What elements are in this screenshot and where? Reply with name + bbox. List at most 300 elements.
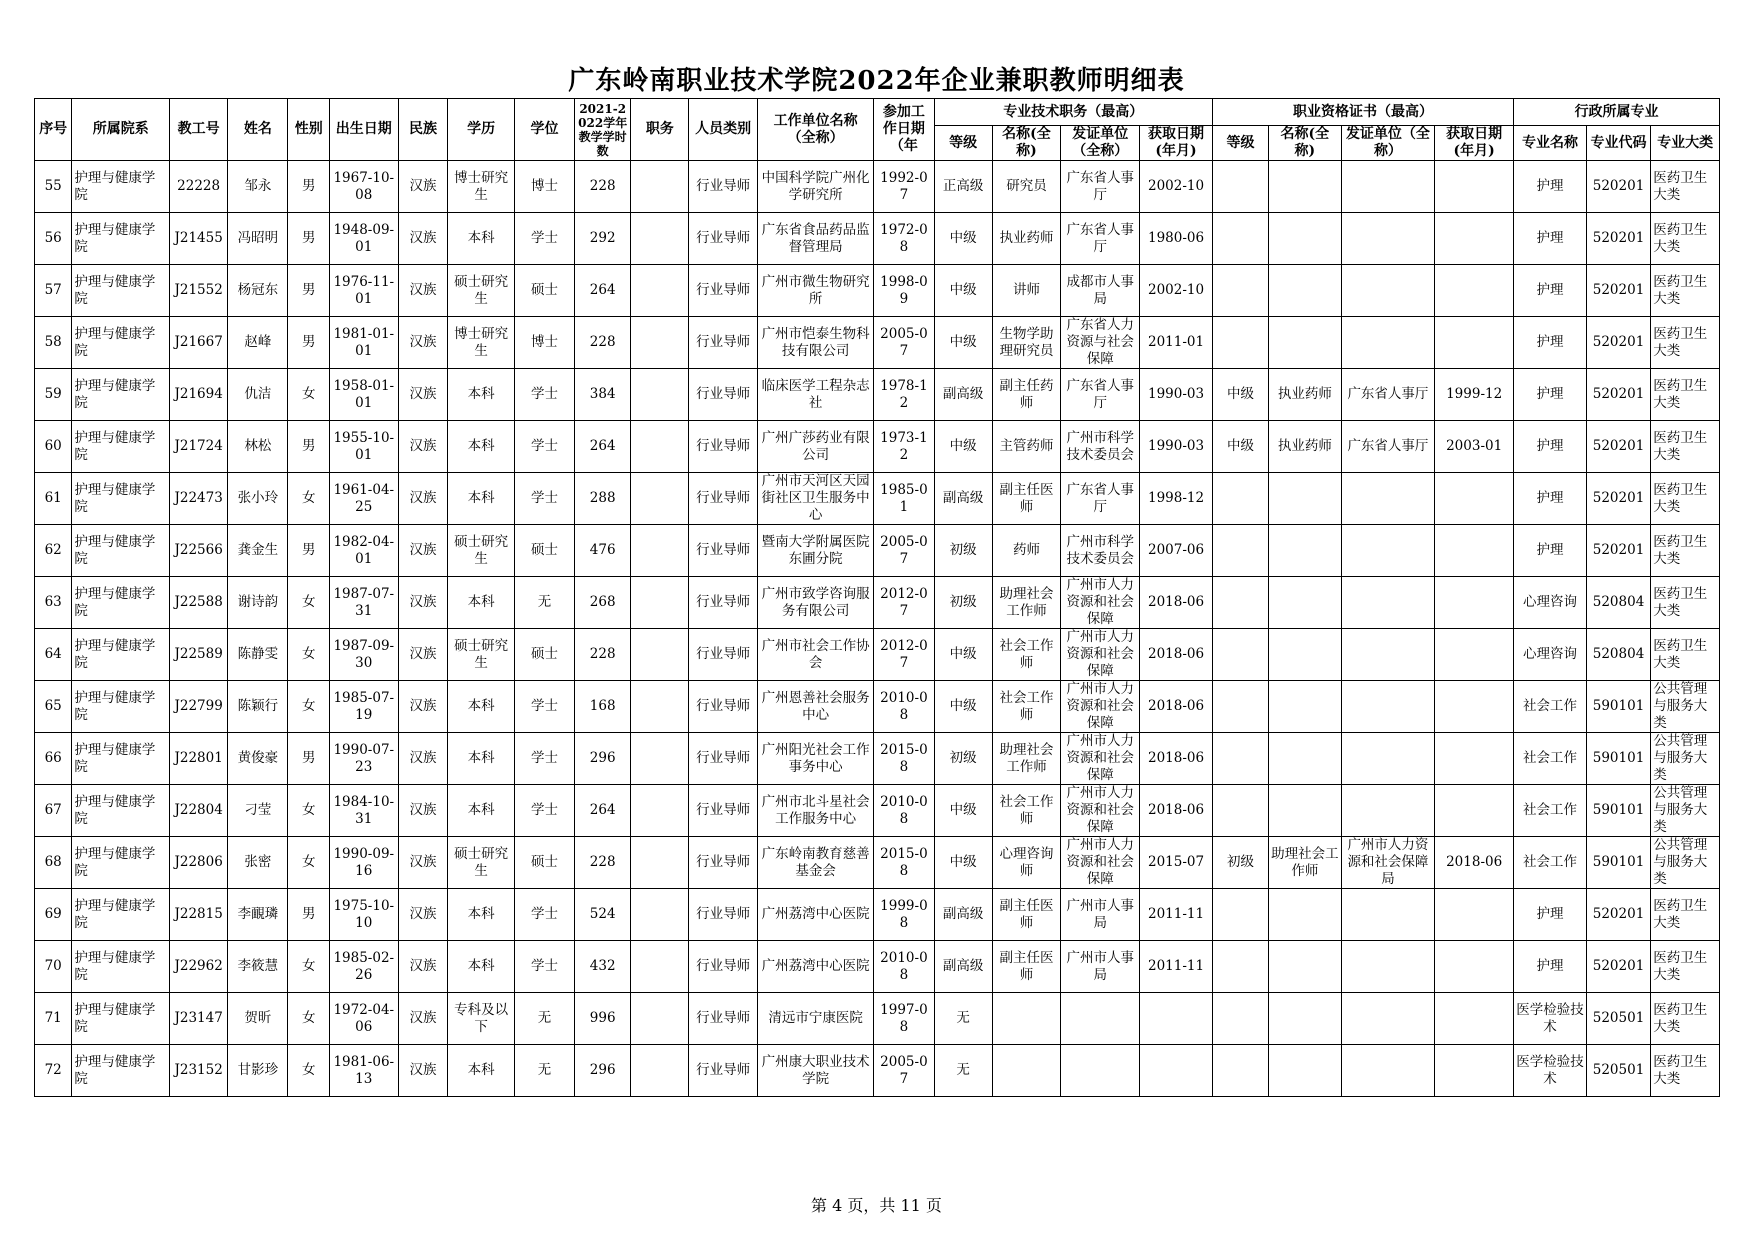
cell-title-date: 2018-06: [1140, 733, 1213, 785]
cell-cert-date: [1435, 733, 1514, 785]
cell-birth: 1955-10-01: [330, 421, 399, 473]
cell-degree: 学士: [514, 733, 574, 785]
cell-major-code: 520501: [1586, 1045, 1650, 1097]
cell-dept: 护理与健康学院: [72, 733, 170, 785]
cell-staff-id: J21694: [170, 369, 228, 421]
cell-staff-id: J21455: [170, 213, 228, 265]
cell-name: 张小玲: [228, 473, 288, 525]
cell-degree: 无: [514, 577, 574, 629]
cell-gender: 女: [288, 369, 330, 421]
cell-dept: 护理与健康学院: [72, 681, 170, 733]
cell-hours: 228: [575, 161, 631, 213]
cell-staff-type: 行业导师: [689, 317, 758, 369]
cell-cert-level: [1212, 525, 1268, 577]
cell-education: 本科: [448, 1045, 514, 1097]
cell-hours: 296: [575, 733, 631, 785]
cell-title-name: 主管药师: [992, 421, 1061, 473]
cell-major-name: 社会工作: [1514, 681, 1587, 733]
cell-cert-level: [1212, 993, 1268, 1045]
cell-birth: 1967-10-08: [330, 161, 399, 213]
cell-title-name: 助理社会工作师: [992, 733, 1061, 785]
cell-major-cat: 医药卫生大类: [1651, 265, 1720, 317]
cell-cert-level: [1212, 161, 1268, 213]
cell-title-level: 初级: [934, 577, 992, 629]
cell-title-level: 副高级: [934, 941, 992, 993]
header-title-issuer: 发证单位（全称）: [1061, 126, 1140, 161]
table-row: [35, 161, 1720, 213]
cell-cert-level: [1212, 785, 1268, 837]
cell-cert-level: 中级: [1212, 421, 1268, 473]
cell-ethnicity: 汉族: [398, 785, 448, 837]
cell-gender: 男: [288, 317, 330, 369]
cell-cert-level: [1212, 577, 1268, 629]
cell-staff-id: J22804: [170, 785, 228, 837]
cell-title-name: 社会工作师: [992, 681, 1061, 733]
cell-title-level: 无: [934, 1045, 992, 1097]
cell-employer: 广州荔湾中心医院: [757, 889, 873, 941]
cell-seq: 62: [35, 525, 72, 577]
cell-major-cat: 公共管理与服务大类: [1651, 785, 1720, 837]
cell-duty: [631, 421, 689, 473]
cell-ethnicity: 汉族: [398, 213, 448, 265]
cell-duty: [631, 629, 689, 681]
cell-duty: [631, 681, 689, 733]
cell-title-date: 2018-06: [1140, 681, 1213, 733]
cell-title-issuer: 广州市人力资源和社会保障: [1061, 629, 1140, 681]
cell-employer: 广州市恺泰生物科技有限公司: [757, 317, 873, 369]
cell-seq: 64: [35, 629, 72, 681]
cell-employer: 广州市微生物研究所: [757, 265, 873, 317]
cell-duty: [631, 941, 689, 993]
cell-ethnicity: 汉族: [398, 941, 448, 993]
cell-title-name: 社会工作师: [992, 785, 1061, 837]
cell-title-name: 讲师: [992, 265, 1061, 317]
cell-ethnicity: 汉族: [398, 681, 448, 733]
cell-duty: [631, 473, 689, 525]
cell-employer: 中国科学院广州化学研究所: [757, 161, 873, 213]
cell-title-date: 2002-10: [1140, 161, 1213, 213]
cell-major-code: 520201: [1586, 265, 1650, 317]
cell-degree: 学士: [514, 681, 574, 733]
table-body: [35, 161, 1720, 1097]
cell-birth: 1976-11-01: [330, 265, 399, 317]
cell-cert-level: [1212, 317, 1268, 369]
cell-duty: [631, 213, 689, 265]
cell-cert-date: [1435, 213, 1514, 265]
cell-major-name: 护理: [1514, 889, 1587, 941]
cell-hours: 288: [575, 473, 631, 525]
cell-gender: 男: [288, 421, 330, 473]
cell-cert-level: [1212, 889, 1268, 941]
cell-major-cat: 医药卫生大类: [1651, 161, 1720, 213]
cell-hours: 264: [575, 421, 631, 473]
cell-major-code: 520804: [1586, 629, 1650, 681]
cell-employer: 广州恩善社会服务中心: [757, 681, 873, 733]
cell-staff-type: 行业导师: [689, 369, 758, 421]
cell-education: 博士研究生: [448, 161, 514, 213]
cell-cert-name: [1269, 161, 1342, 213]
header-duty: 职务: [631, 99, 689, 161]
cell-birth: 1981-01-01: [330, 317, 399, 369]
cell-title-level: 中级: [934, 213, 992, 265]
cell-cert-name: 执业药师: [1269, 421, 1342, 473]
cell-major-code: 520201: [1586, 369, 1650, 421]
cell-major-name: 社会工作: [1514, 785, 1587, 837]
cell-degree: 学士: [514, 213, 574, 265]
cell-major-cat: 医药卫生大类: [1651, 525, 1720, 577]
cell-duty: [631, 733, 689, 785]
cell-cert-date: 2018-06: [1435, 837, 1514, 889]
cell-birth: 1987-09-30: [330, 629, 399, 681]
cell-dept: 护理与健康学院: [72, 1045, 170, 1097]
cell-gender: 女: [288, 577, 330, 629]
cell-gender: 男: [288, 733, 330, 785]
cell-employer: 广州阳光社会工作事务中心: [757, 733, 873, 785]
cell-employer: 广州康大职业技术学院: [757, 1045, 873, 1097]
cell-major-code: 590101: [1586, 733, 1650, 785]
cell-title-date: 2011-11: [1140, 941, 1213, 993]
cell-major-name: 护理: [1514, 317, 1587, 369]
cell-cert-issuer: [1341, 681, 1434, 733]
header-seq: 序号: [35, 99, 72, 161]
cell-employer: 暨南大学附属医院东圃分院: [757, 525, 873, 577]
cell-title-date: 1980-06: [1140, 213, 1213, 265]
table-row: [35, 421, 1720, 473]
cell-seq: 61: [35, 473, 72, 525]
cell-hours: 268: [575, 577, 631, 629]
cell-major-code: 520804: [1586, 577, 1650, 629]
header-cert-name: 名称(全称): [1269, 126, 1342, 161]
table-row: [35, 1045, 1720, 1097]
header-major-group: 行政所属专业: [1514, 99, 1720, 126]
cell-hours: 384: [575, 369, 631, 421]
cell-cert-issuer: 广东省人事厅: [1341, 421, 1434, 473]
cell-education: 本科: [448, 213, 514, 265]
cell-hours: 264: [575, 265, 631, 317]
cell-staff-type: 行业导师: [689, 421, 758, 473]
cell-staff-id: J22806: [170, 837, 228, 889]
cell-hours: 476: [575, 525, 631, 577]
cell-work-start: 1978-12: [874, 369, 934, 421]
cell-major-name: 护理: [1514, 265, 1587, 317]
cell-title-issuer: 广州市科学技术委员会: [1061, 525, 1140, 577]
cell-title-issuer: 广州市人事局: [1061, 889, 1140, 941]
cell-gender: 男: [288, 213, 330, 265]
cell-dept: 护理与健康学院: [72, 941, 170, 993]
cell-major-cat: 医药卫生大类: [1651, 421, 1720, 473]
cell-ethnicity: 汉族: [398, 577, 448, 629]
header-major-name: 专业名称: [1514, 126, 1587, 161]
cell-education: 本科: [448, 421, 514, 473]
cell-major-name: 医学检验技术: [1514, 1045, 1587, 1097]
cell-name: 贺昕: [228, 993, 288, 1045]
cell-seq: 58: [35, 317, 72, 369]
cell-cert-name: [1269, 785, 1342, 837]
cell-employer: 广州广莎药业有限公司: [757, 421, 873, 473]
cell-cert-issuer: [1341, 525, 1434, 577]
cell-cert-issuer: [1341, 213, 1434, 265]
cell-staff-type: 行业导师: [689, 941, 758, 993]
cell-title-issuer: [1061, 993, 1140, 1045]
cell-degree: 硕士: [514, 837, 574, 889]
cell-name: 邹永: [228, 161, 288, 213]
cell-employer: 清远市宁康医院: [757, 993, 873, 1045]
cell-cert-level: 初级: [1212, 837, 1268, 889]
cell-hours: 432: [575, 941, 631, 993]
cell-major-code: 590101: [1586, 681, 1650, 733]
cell-dept: 护理与健康学院: [72, 213, 170, 265]
cell-major-name: 社会工作: [1514, 733, 1587, 785]
table-row: [35, 473, 1720, 525]
teacher-table: [34, 98, 1720, 1097]
cell-cert-date: 2003-01: [1435, 421, 1514, 473]
cell-gender: 女: [288, 473, 330, 525]
cell-ethnicity: 汉族: [398, 733, 448, 785]
cell-cert-level: [1212, 265, 1268, 317]
header-gender: 性别: [288, 99, 330, 161]
cell-major-cat: 公共管理与服务大类: [1651, 681, 1720, 733]
cell-staff-id: J23147: [170, 993, 228, 1045]
header-title-name: 名称(全称): [992, 126, 1061, 161]
cell-employer: 广东岭南教育慈善基金会: [757, 837, 873, 889]
cell-cert-level: [1212, 629, 1268, 681]
cell-education: 本科: [448, 577, 514, 629]
cell-major-code: 590101: [1586, 785, 1650, 837]
cell-cert-issuer: [1341, 993, 1434, 1045]
cell-education: 本科: [448, 889, 514, 941]
cell-work-start: 1992-07: [874, 161, 934, 213]
cell-major-name: 护理: [1514, 421, 1587, 473]
cell-title-date: 1990-03: [1140, 369, 1213, 421]
cell-birth: 1981-06-13: [330, 1045, 399, 1097]
cell-cert-date: [1435, 317, 1514, 369]
cell-staff-type: 行业导师: [689, 629, 758, 681]
cell-employer: 广州市天河区天园街社区卫生服务中心: [757, 473, 873, 525]
cell-cert-issuer: [1341, 577, 1434, 629]
cell-work-start: 2005-07: [874, 525, 934, 577]
table-row: [35, 785, 1720, 837]
cell-dept: 护理与健康学院: [72, 369, 170, 421]
cell-work-start: 1997-08: [874, 993, 934, 1045]
cell-gender: 男: [288, 161, 330, 213]
cell-staff-id: J21667: [170, 317, 228, 369]
table-row: [35, 317, 1720, 369]
cell-major-code: 590101: [1586, 837, 1650, 889]
cell-name: 陈颖行: [228, 681, 288, 733]
cell-name: 谢诗韵: [228, 577, 288, 629]
cell-title-level: 中级: [934, 681, 992, 733]
cell-cert-name: [1269, 681, 1342, 733]
cell-cert-name: 助理社会工作师: [1269, 837, 1342, 889]
cell-ethnicity: 汉族: [398, 369, 448, 421]
cell-ethnicity: 汉族: [398, 1045, 448, 1097]
cell-title-date: 2011-11: [1140, 889, 1213, 941]
cell-work-start: 2010-08: [874, 941, 934, 993]
cell-name: 龚金生: [228, 525, 288, 577]
cell-cert-issuer: [1341, 941, 1434, 993]
cell-title-name: [992, 1045, 1061, 1097]
cell-education: 本科: [448, 681, 514, 733]
cell-employer: 广州市北斗星社会工作服务中心: [757, 785, 873, 837]
cell-title-level: 中级: [934, 265, 992, 317]
cell-staff-id: J22815: [170, 889, 228, 941]
cell-cert-name: [1269, 629, 1342, 681]
cell-cert-date: [1435, 577, 1514, 629]
cell-cert-date: [1435, 525, 1514, 577]
cell-ethnicity: 汉族: [398, 161, 448, 213]
cell-major-name: 护理: [1514, 161, 1587, 213]
cell-gender: 女: [288, 837, 330, 889]
cell-major-code: 520201: [1586, 889, 1650, 941]
cell-duty: [631, 1045, 689, 1097]
header-title-group: 专业技术职务（最高）: [934, 99, 1212, 126]
cell-major-name: 护理: [1514, 525, 1587, 577]
cell-major-name: 护理: [1514, 369, 1587, 421]
cell-education: 硕士研究生: [448, 265, 514, 317]
cell-title-name: 助理社会工作师: [992, 577, 1061, 629]
cell-major-name: 社会工作: [1514, 837, 1587, 889]
table-row: [35, 681, 1720, 733]
table-row: [35, 577, 1720, 629]
cell-duty: [631, 785, 689, 837]
cell-duty: [631, 161, 689, 213]
cell-staff-id: J22588: [170, 577, 228, 629]
header-dept: 所属院系: [72, 99, 170, 161]
cell-birth: 1972-04-06: [330, 993, 399, 1045]
cell-staff-id: J22799: [170, 681, 228, 733]
cell-degree: 学士: [514, 785, 574, 837]
cell-work-start: 2010-08: [874, 785, 934, 837]
cell-education: 本科: [448, 369, 514, 421]
cell-title-name: 副主任医师: [992, 473, 1061, 525]
cell-title-date: [1140, 1045, 1213, 1097]
cell-education: 本科: [448, 733, 514, 785]
cell-cert-level: [1212, 681, 1268, 733]
cell-education: 硕士研究生: [448, 525, 514, 577]
cell-seq: 59: [35, 369, 72, 421]
cell-title-name: 副主任医师: [992, 889, 1061, 941]
cell-title-issuer: 广州市科学技术委员会: [1061, 421, 1140, 473]
cell-title-level: 中级: [934, 629, 992, 681]
cell-title-level: 中级: [934, 837, 992, 889]
cell-cert-name: [1269, 1045, 1342, 1097]
cell-education: 专科及以下: [448, 993, 514, 1045]
cell-major-code: 520201: [1586, 213, 1650, 265]
cell-name: 李靦璘: [228, 889, 288, 941]
cell-staff-id: J23152: [170, 1045, 228, 1097]
cell-employer: 临床医学工程杂志社: [757, 369, 873, 421]
cell-birth: 1948-09-01: [330, 213, 399, 265]
cell-seq: 63: [35, 577, 72, 629]
cell-title-date: 1998-12: [1140, 473, 1213, 525]
cell-cert-name: [1269, 317, 1342, 369]
cell-title-date: 2002-10: [1140, 265, 1213, 317]
cell-title-issuer: 广州市人力资源和社会保障: [1061, 681, 1140, 733]
header-staff-id: 教工号: [170, 99, 228, 161]
cell-degree: 硕士: [514, 525, 574, 577]
cell-major-cat: 医药卫生大类: [1651, 941, 1720, 993]
table-row: [35, 993, 1720, 1045]
header-birth: 出生日期: [330, 99, 399, 161]
cell-hours: 524: [575, 889, 631, 941]
cell-duty: [631, 265, 689, 317]
cell-ethnicity: 汉族: [398, 837, 448, 889]
cell-gender: 男: [288, 889, 330, 941]
cell-title-issuer: [1061, 1045, 1140, 1097]
header-staff-type: 人员类别: [689, 99, 758, 161]
cell-title-level: 中级: [934, 785, 992, 837]
cell-title-issuer: 广州市人力资源和社会保障: [1061, 733, 1140, 785]
cell-name: 冯昭明: [228, 213, 288, 265]
cell-birth: 1982-04-01: [330, 525, 399, 577]
cell-major-code: 520201: [1586, 473, 1650, 525]
cell-name: 张密: [228, 837, 288, 889]
cell-staff-id: J22566: [170, 525, 228, 577]
cell-name: 仇洁: [228, 369, 288, 421]
cell-degree: 硕士: [514, 265, 574, 317]
cell-staff-id: J22962: [170, 941, 228, 993]
cell-staff-type: 行业导师: [689, 577, 758, 629]
cell-major-cat: 医药卫生大类: [1651, 993, 1720, 1045]
cell-work-start: 2012-07: [874, 577, 934, 629]
cell-seq: 69: [35, 889, 72, 941]
cell-duty: [631, 577, 689, 629]
cell-major-cat: 医药卫生大类: [1651, 473, 1720, 525]
cell-dept: 护理与健康学院: [72, 629, 170, 681]
cell-title-issuer: 广州市人事局: [1061, 941, 1140, 993]
cell-degree: 博士: [514, 161, 574, 213]
cell-duty: [631, 525, 689, 577]
cell-degree: 学士: [514, 889, 574, 941]
header-cert-date: 获取日期(年月): [1435, 126, 1514, 161]
cell-cert-issuer: [1341, 629, 1434, 681]
cell-cert-name: [1269, 213, 1342, 265]
table-row: [35, 889, 1720, 941]
header-cert-issuer: 发证单位（全称）: [1341, 126, 1434, 161]
cell-major-cat: 医药卫生大类: [1651, 213, 1720, 265]
cell-dept: 护理与健康学院: [72, 525, 170, 577]
header-work-start: 参加工作日期（年: [874, 99, 934, 161]
cell-cert-name: [1269, 889, 1342, 941]
cell-degree: 学士: [514, 369, 574, 421]
cell-staff-type: 行业导师: [689, 1045, 758, 1097]
cell-staff-id: J21724: [170, 421, 228, 473]
cell-name: 林松: [228, 421, 288, 473]
cell-ethnicity: 汉族: [398, 889, 448, 941]
cell-dept: 护理与健康学院: [72, 889, 170, 941]
cell-work-start: 2005-07: [874, 1045, 934, 1097]
cell-cert-issuer: [1341, 1045, 1434, 1097]
cell-staff-type: 行业导师: [689, 733, 758, 785]
cell-title-level: 副高级: [934, 369, 992, 421]
cell-title-name: 生物学助理研究员: [992, 317, 1061, 369]
cell-degree: 无: [514, 1045, 574, 1097]
table-row: [35, 837, 1720, 889]
header-title-date: 获取日期(年月): [1140, 126, 1213, 161]
cell-cert-issuer: [1341, 265, 1434, 317]
cell-hours: 264: [575, 785, 631, 837]
cell-cert-name: [1269, 993, 1342, 1045]
header-employer: 工作单位名称（全称）: [757, 99, 873, 161]
table-row: [35, 369, 1720, 421]
cell-title-issuer: 广东省人事厅: [1061, 161, 1140, 213]
cell-ethnicity: 汉族: [398, 317, 448, 369]
cell-work-start: 1998-09: [874, 265, 934, 317]
cell-birth: 1961-04-25: [330, 473, 399, 525]
cell-title-level: 中级: [934, 421, 992, 473]
cell-name: 黄俊豪: [228, 733, 288, 785]
cell-gender: 女: [288, 993, 330, 1045]
